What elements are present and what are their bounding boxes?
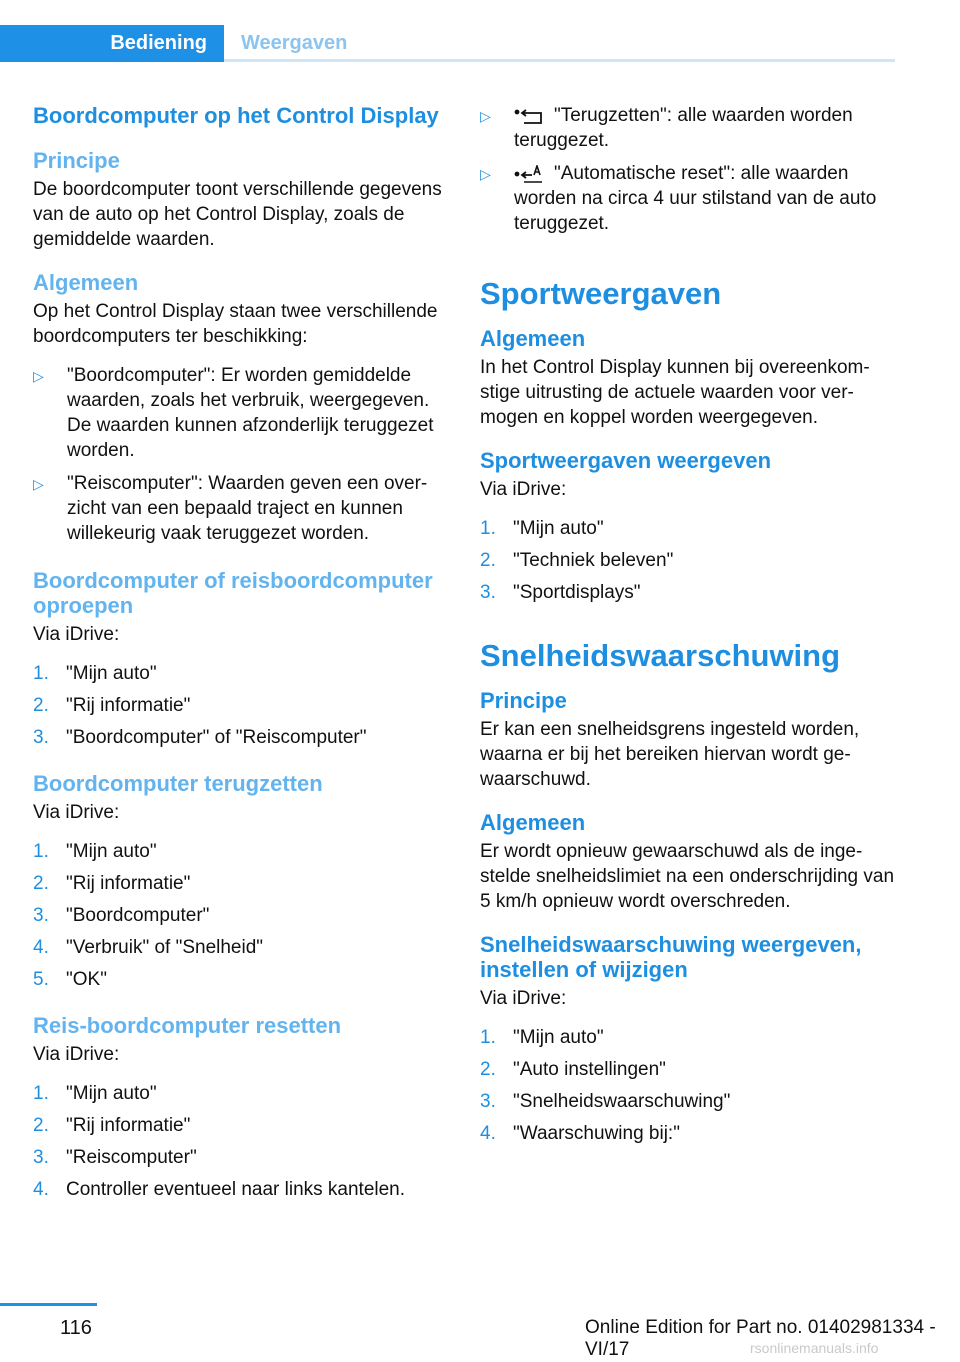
numbered-list-oproepen [33,661,453,750]
list-item-text: "OK" [66,969,107,990]
list-item [480,580,895,605]
heading-sportweergaven: Sportweergaven [480,276,722,311]
list-item-text: "Terugzetten": alle waarden worden teruggezet. [514,105,853,151]
heading-algemeen: Algemeen [480,326,586,351]
heading-snelheidswaarschuwing: Snelheidswaarschuwing [480,638,841,673]
list-item [480,1089,895,1114]
list-item-text: "Boordcomputer" [66,905,210,926]
via-idrive-label: Via iDrive: [480,479,567,500]
heading-resetten: Reis-boordcomputer resetten [33,1013,342,1038]
list-item [480,548,895,573]
list-item-text: "Verbruik" of "Snelheid" [66,937,264,958]
list-item [33,1177,453,1202]
list-item [33,1113,453,1138]
list-number: 2. [480,1059,496,1080]
heading-principe: Principe [33,148,120,173]
list-item-text: "Mijn auto" [513,1027,604,1048]
heading-oproepen: Boordcomputer of reisboordcomputer oproepen [33,568,433,618]
heading-principe: Principe [480,688,567,713]
bullet-list-computers [33,363,453,546]
list-number: 5. [33,969,49,990]
list-number: 4. [33,937,49,958]
triangle-bullet-icon: ▷ [480,108,491,124]
list-number: 3. [33,1147,49,1168]
list-item-text: "Mijn auto" [66,1083,157,1104]
list-item [33,693,453,718]
watermark: rsonlinemanuals.info [750,1340,879,1356]
triangle-bullet-icon: ▷ [33,368,44,384]
left-column [33,103,453,1209]
heading-instellen: Snelheidswaarschuwing weergeven, instellen of wijzigen [480,932,862,982]
list-item-text: "Rij informatie" [66,1115,191,1136]
heading-algemeen: Algemeen [33,270,139,295]
list-item [33,471,453,546]
triangle-bullet-icon: ▷ [480,166,491,182]
paragraph-principe-snelheid: Er kan een snelheidsgrens ingesteld worden, waarna er bij het bereiken hiervan wordt gewaarschuwd. [480,719,860,790]
tab-divider-line [224,59,895,62]
list-item-text: "Rij informatie" [66,873,191,894]
list-item [33,725,453,750]
heading-sportweergaven-weergeven: Sportweergaven weergeven [480,448,772,473]
list-number: 2. [33,695,49,716]
list-item-text: "Automatische reset": alle waarden worden na circa 4 uur stilstand van de auto teruggezet. [514,163,877,234]
header-tabbar [0,25,895,62]
list-number: 2. [480,550,496,571]
paragraph-algemeen-snelheid: Er wordt opnieuw gewaarschuwd als de ingestelde snelheidslimiet na een onderschrijding van 5 km/h opnieuw wordt overschreden. [480,841,895,912]
numbered-list-terugzetten [33,839,453,992]
list-item-text: "Auto instellingen" [513,1059,666,1080]
list-number: 1. [33,663,49,684]
list-number: 3. [33,727,49,748]
list-item-text: "Boordcomputer" of "Reiscomputer" [66,727,367,748]
list-number: 3. [33,905,49,926]
paragraph-algemeen-sport: In het Control Display kunnen bij overeenkomstige uitrusting de actuele waarden voor vermogen en koppel worden weergegeven. [480,357,870,428]
list-item-text: "Mijn auto" [66,663,157,684]
bullet-list-reset [480,103,895,236]
list-item [480,161,895,236]
tab-bediening[interactable]: Bediening [0,25,224,62]
heading-algemeen: Algemeen [480,810,586,835]
list-item-text: "Reiscomputer": Waarden geven een overzicht van een bepaald traject en kunnen willekeurig vaak teruggezet worden. [67,473,428,544]
via-idrive-label: Via iDrive: [33,624,120,645]
via-idrive-label: Via iDrive: [33,802,120,823]
list-item-text: "Rij informatie" [66,695,191,716]
list-item [33,1145,453,1170]
list-item-text: "Mijn auto" [513,518,604,539]
list-item [33,1081,453,1106]
list-item [480,1121,895,1146]
list-item [33,935,453,960]
edition-note: Online Edition for Part no. 01402981334 - VI/17 [585,1317,936,1360]
triangle-bullet-icon: ▷ [33,476,44,492]
list-number: 3. [480,1091,496,1112]
numbered-list-sport [480,516,895,605]
list-item [480,516,895,541]
list-item [480,1025,895,1050]
list-number: 4. [33,1179,49,1200]
list-item-text: "Boordcomputer": Er worden gemiddelde waarden, zoals het verbruik, weergegeven. De waarden kunnen afzonderlijk teruggezet worden. [67,365,434,461]
list-item [33,903,453,928]
page-number: 116 [60,1317,92,1339]
numbered-list-snelheid [480,1025,895,1146]
list-number: 1. [33,1083,49,1104]
list-item-text: "Techniek beleven" [513,550,674,571]
list-item [33,871,453,896]
list-number: 1. [33,841,49,862]
list-number: 2. [33,1115,49,1136]
list-item-text: "Reiscomputer" [66,1147,197,1168]
list-item-text: "Mijn auto" [66,841,157,862]
reset-icon [514,107,544,125]
paragraph-principe: De boordcomputer toont verschillende gegevens van de auto op het Control Display, zoals de gemiddelde waarden. [33,179,442,250]
heading-boordcomputer: Boordcomputer op het Control Display [33,103,439,128]
via-idrive-label: Via iDrive: [480,988,567,1009]
numbered-list-resetten [33,1081,453,1202]
footer-accent-line [0,1303,97,1306]
list-number: 3. [480,582,496,603]
via-idrive-label: Via iDrive: [33,1044,120,1065]
list-number: 2. [33,873,49,894]
list-item-text: "Waarschuwing bij:" [513,1123,680,1144]
list-item-text: "Snelheidswaarschuwing" [513,1091,731,1112]
list-number: 4. [480,1123,496,1144]
list-number: 1. [480,518,496,539]
auto-reset-icon [514,165,544,183]
heading-terugzetten: Boordcomputer terugzetten [33,771,323,796]
list-item [33,363,453,463]
tab-weergaven[interactable]: Weergaven [241,32,348,54]
list-item [33,839,453,864]
paragraph-algemeen: Op het Control Display staan twee verschillende boordcomputers ter beschikking: [33,301,438,347]
list-number: 1. [480,1027,496,1048]
list-item-text: Controller eventueel naar links kantelen. [66,1179,406,1200]
list-item [480,103,895,153]
list-item [33,661,453,686]
list-item [480,1057,895,1082]
list-item-text: "Sportdisplays" [513,582,641,603]
list-item [33,967,453,992]
right-column [480,103,895,1153]
